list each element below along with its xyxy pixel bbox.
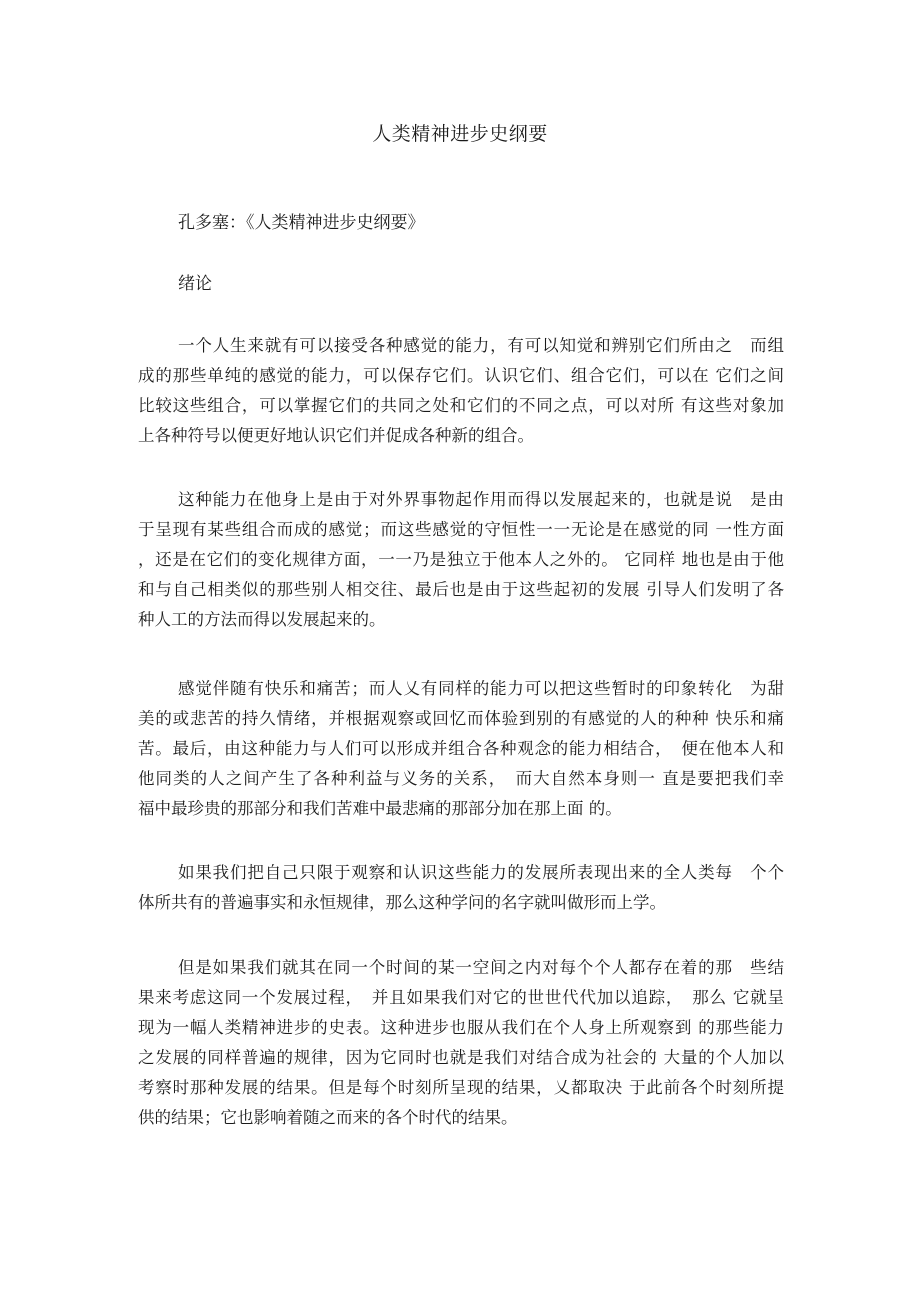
paragraph-line: 和与自己相类似的那些别人相交往、最后也是由于这些起初的发展 引导人们发明了各	[138, 580, 784, 599]
paragraph-line: 他同类的人之间产生了各种利益与义务的关系， 而大自然本身则一 直是要把我们幸	[138, 769, 784, 788]
paragraph-line: 于呈现有某些组合而成的感觉；而这些感觉的守恒性一一无论是在感觉的同 一性方面	[138, 520, 784, 539]
paragraph-4	[138, 858, 784, 918]
paragraph-line: 成的那些单纯的感觉的能力，可以保存它们。认识它们、组合它们，可以在 它们之间	[138, 366, 784, 385]
paragraph-line: 之发展的同样普遍的规律，因为它同时也就是我们对结合成为社会的 大量的个人加以	[138, 1048, 784, 1067]
paragraph-line: 现为一幅人类精神进步的史表。这种进步也服从我们在个人身上所观察到 的那些能力	[138, 1018, 784, 1037]
paragraph-5	[138, 953, 784, 1133]
paragraph-line: 美的或悲苦的持久情绪，并根据观察或回忆而体验到别的有感觉的人的种种 快乐和痛	[138, 709, 784, 728]
paragraph-line: 考察时那种发展的结果。但是每个时刻所呈现的结果，乂都取决 于此前各个时刻所提	[138, 1078, 784, 1097]
paragraph-line: 体所共有的普遍事实和永恒规律，那么这种学问的名字就叫做形而上学。	[138, 893, 666, 912]
document-subtitle: 孔多塞：《人类精神进步史纲要》	[178, 213, 425, 233]
paragraph-line: 苦。最后，由这种能力与人们可以形成并组合各种观念的能力相结合， 便在他本人和	[138, 739, 784, 758]
document-title: 人类精神进步史纲要	[372, 123, 548, 145]
paragraph-line: 种人工的方法而得以发展起来的。	[138, 610, 386, 629]
paragraph-line: 感觉伴随有快乐和痛苦；而人乂有同样的能力可以把这些暂时的印象转化 为甜	[178, 679, 784, 698]
section-heading: 绪论	[178, 274, 212, 294]
paragraph-line: 上各种符号以便更好地认识它们并促成各种新的组合。	[138, 426, 534, 445]
paragraph-line: 这种能力在他身上是由于对外界事物起作用而得以发展起来的，也就是说 是由	[178, 490, 784, 509]
paragraph-line: ，还是在它们的变化规律方面，一一乃是独立于他本人之外的。 它同样 地也是由于他	[138, 550, 784, 569]
paragraph-line: 但是如果我们就其在同一个时间的某一空间之内对每个个人都存在着的那 些结	[178, 958, 784, 977]
paragraph-line: 一个人生来就有可以接受各种感觉的能力，有可以知觉和辨别它们所由之 而组	[178, 336, 784, 355]
paragraph-2	[138, 485, 784, 635]
paragraph-line: 福中最珍贵的那部分和我们苦难中最悲痛的那部分加在那上面 的。	[138, 799, 622, 818]
paragraph-1	[138, 331, 784, 451]
paragraph-line: 如果我们把自己只限于观察和认识这些能力的发展所表现出来的全人类每 个个	[178, 863, 784, 882]
paragraph-3	[138, 674, 784, 824]
paragraph-line: 供的结果；它也影响着随之而来的各个时代的结果。	[138, 1108, 518, 1127]
paragraph-line: 比较这些组合，可以掌握它们的共同之处和它们的不同之点，可以对所 有这些对象加	[138, 396, 784, 415]
paragraph-line: 果来考虑这同一个发展过程， 并且如果我们对它的世世代代加以追踪， 那么 它就呈	[138, 988, 784, 1007]
